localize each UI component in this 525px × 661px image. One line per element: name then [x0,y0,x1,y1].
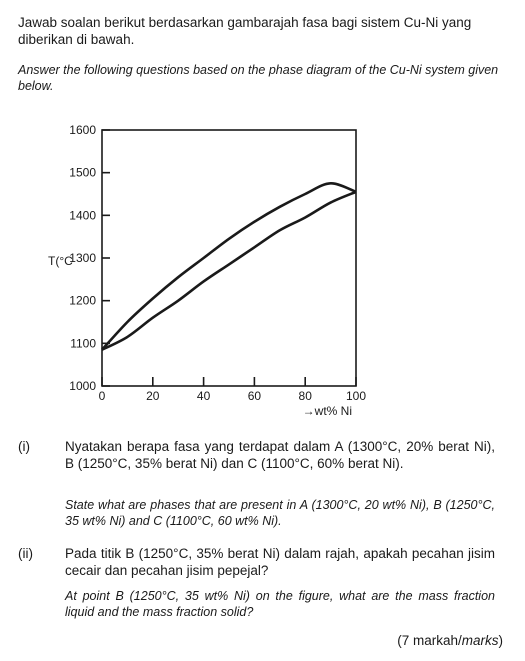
marks-open: (7 markah/ [397,633,462,648]
question-2-number: (ii) [18,546,33,561]
x-tick-label: 20 [146,389,160,403]
marks-allocation [397,633,503,648]
x-tick-label: 80 [298,389,312,403]
phase-boundary-curve [102,183,356,349]
y-tick-label: 1200 [69,293,96,308]
marks-italic: marks [461,633,499,648]
question-1-text-malay: Nyatakan berapa fasa yang terdapat dalam A (1300°C, 20% berat Ni), B (1250°C, 35% berat Ni) dan C (1100°C, 60% berat Ni). [65,439,495,471]
y-tick-label: 1100 [70,336,96,351]
x-tick-label: 100 [345,389,367,403]
x-tick-label: 40 [196,389,211,403]
question-1-number: (i) [18,439,30,454]
y-tick-label: 1600 [69,123,96,137]
question-1-text-english: State what are phases that are present in A (1300°C, 20 wt% Ni), B (1250°C, 35 wt% Ni) and C (1100°C, 60 wt% Ni). [65,498,495,528]
intro-text-english: Answer the following questions based on the phase diagram of the Cu-Ni system given below. [18,63,499,93]
intro-text-malay: Jawab soalan berikut berdasarkan gambarajah fasa bagi sistem Cu-Ni yang diberikan di bawah. [18,15,472,47]
question-2-text-english: At point B (1250°C, 35 wt% Ni) on the figure, what are the mass fraction liquid and the mass fraction solid? [65,589,495,619]
x-tick-label: 60 [247,389,262,403]
phase-boundary-curve [102,192,356,350]
x-tick-label: 0 [98,389,106,403]
y-tick-label: 1000 [69,379,96,393]
plot-frame [102,130,356,386]
marks-close: ) [498,633,503,648]
y-tick-label: 1400 [69,208,96,223]
y-tick-label: 1300 [69,251,96,265]
x-axis-label: →wt% Ni [302,404,352,418]
question-2-text-malay: Pada titik B (1250°C, 35% berat Ni) dalam rajah, apakah pecahan jisim cecair dan pecahan jisim pepejal? [65,546,495,578]
phase-diagram [40,118,380,428]
y-tick-label: 1500 [69,165,96,180]
y-axis-label: T(°C [48,254,73,269]
